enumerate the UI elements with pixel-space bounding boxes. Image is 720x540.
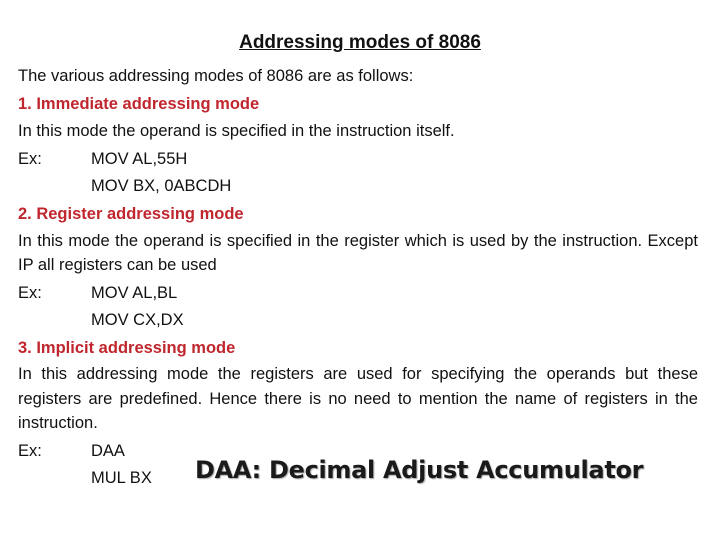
page-title: Addressing modes of 8086 <box>239 32 481 53</box>
example-code: MOV AL,BL <box>91 283 178 302</box>
example-label: Ex: <box>18 283 42 302</box>
section-description-implicit: In this addressing mode the registers are used for specifying the operands but these registers are predefined. Hence there is no need to mention the name of registers in the instruction. <box>18 365 698 433</box>
section-description-immediate: In this mode the operand is specified in the instruction itself. <box>18 122 455 141</box>
example-row-immediate-2 <box>18 173 698 201</box>
daa-callout: DAA: Decimal Adjust Accumulator <box>195 456 644 484</box>
example-row-register-2 <box>18 307 698 335</box>
section-heading-immediate: 1. Immediate addressing mode <box>18 94 260 113</box>
example-label: Ex: <box>18 441 42 460</box>
example-label: Ex: <box>18 149 42 168</box>
example-row-register-1 <box>18 280 698 308</box>
example-code: MOV AL,55H <box>91 149 188 168</box>
intro-text: The various addressing modes of 8086 are as follows: <box>18 67 414 85</box>
example-row-immediate-1 <box>18 146 698 174</box>
example-code: MOV CX,DX <box>91 311 184 330</box>
section-description-register: In this mode the operand is specified in the register which is used by the instruction. Except IP all registers can be used <box>18 231 698 275</box>
slide-body <box>18 63 698 493</box>
example-code: MOV BX, 0ABCDH <box>91 177 232 196</box>
section-heading-register: 2. Register addressing mode <box>18 204 244 223</box>
example-code: MUL BX <box>91 469 152 488</box>
example-code: DAA <box>91 441 125 460</box>
section-heading-implicit: 3. Implicit addressing mode <box>18 338 236 357</box>
